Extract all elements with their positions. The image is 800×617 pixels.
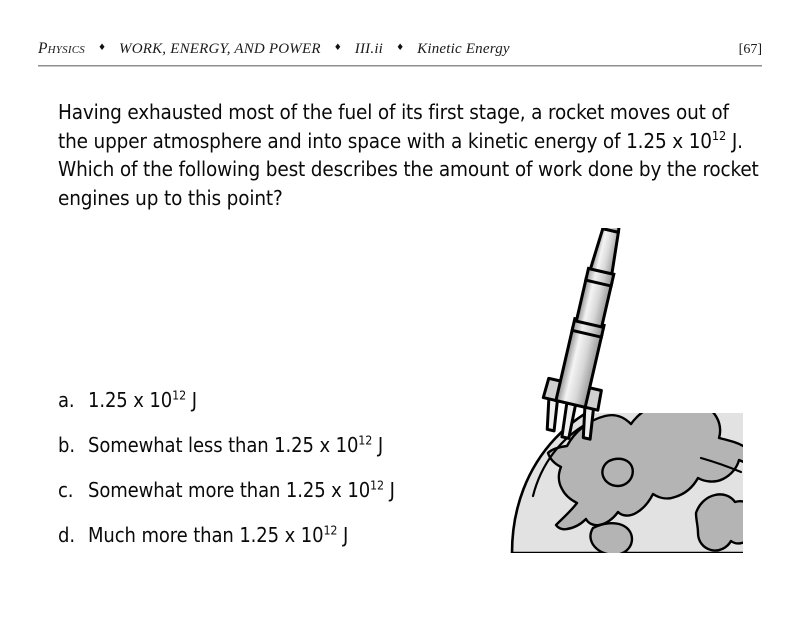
header-section: III.ii [354, 41, 384, 57]
choice-b-text [88, 433, 383, 458]
choice-a-text-before: 1.25 x 10 [88, 388, 173, 412]
answer-choices [58, 388, 518, 568]
header-divider [38, 65, 762, 67]
choice-b-text-before: Somewhat less than 1.25 x 10 [88, 433, 359, 457]
choice-d-text-before: Much more than 1.25 x 10 [88, 523, 324, 547]
earth-landmass-southwest [590, 523, 632, 553]
header-unit: WORK, ENERGY, AND POWER [119, 41, 321, 57]
choice-c-text [88, 478, 395, 503]
choice-d[interactable] [58, 523, 518, 548]
choice-c-exponent: 12 [370, 477, 385, 493]
header-topic: Kinetic Energy [417, 41, 510, 57]
choice-a-exponent: 12 [172, 387, 187, 403]
choice-a[interactable] [58, 388, 518, 413]
choice-d-text [88, 523, 348, 548]
choice-d-exponent: 12 [323, 522, 338, 538]
choice-c-text-before: Somewhat more than 1.25 x 10 [88, 478, 371, 502]
diamond-separator-icon: ♦ [333, 43, 342, 53]
choice-a-text-after: J [186, 388, 197, 412]
choice-b-text-after: J [372, 433, 384, 457]
question-stem [58, 98, 764, 212]
choice-c-letter: c. [58, 478, 74, 502]
running-header [38, 40, 762, 66]
question-text-part1: Having exhausted most of the fuel of its first stage, a rocket moves out of the upper atmosphere and into space with a kinetic energy of 1.25 x 10 [58, 100, 729, 153]
choice-d-text-after: J [337, 523, 349, 547]
rocket-earth-illustration [505, 228, 755, 553]
choice-c[interactable] [58, 478, 518, 503]
header-breadcrumb [38, 40, 739, 58]
page-number: [67] [738, 42, 762, 57]
choice-b[interactable] [58, 433, 518, 458]
choice-a-letter: a. [58, 388, 75, 412]
rocket [536, 228, 657, 443]
choice-b-letter: b. [58, 433, 75, 457]
earth-landmass-east [696, 494, 754, 550]
question-exponent: 12 [711, 127, 727, 143]
header-subject: Physics [38, 40, 85, 57]
question-text-part2: J. Which of the following best describes the amount of work done by the rocket engines up to this point? [58, 128, 759, 210]
choice-d-letter: d. [58, 523, 75, 547]
diamond-separator-icon: ♦ [396, 43, 405, 53]
choice-b-exponent: 12 [358, 432, 373, 448]
choice-a-text [88, 388, 197, 413]
choice-c-text-after: J [384, 478, 395, 502]
diamond-separator-icon: ♦ [97, 43, 107, 53]
header-row [38, 40, 762, 58]
rocket-stage-third [590, 228, 621, 274]
